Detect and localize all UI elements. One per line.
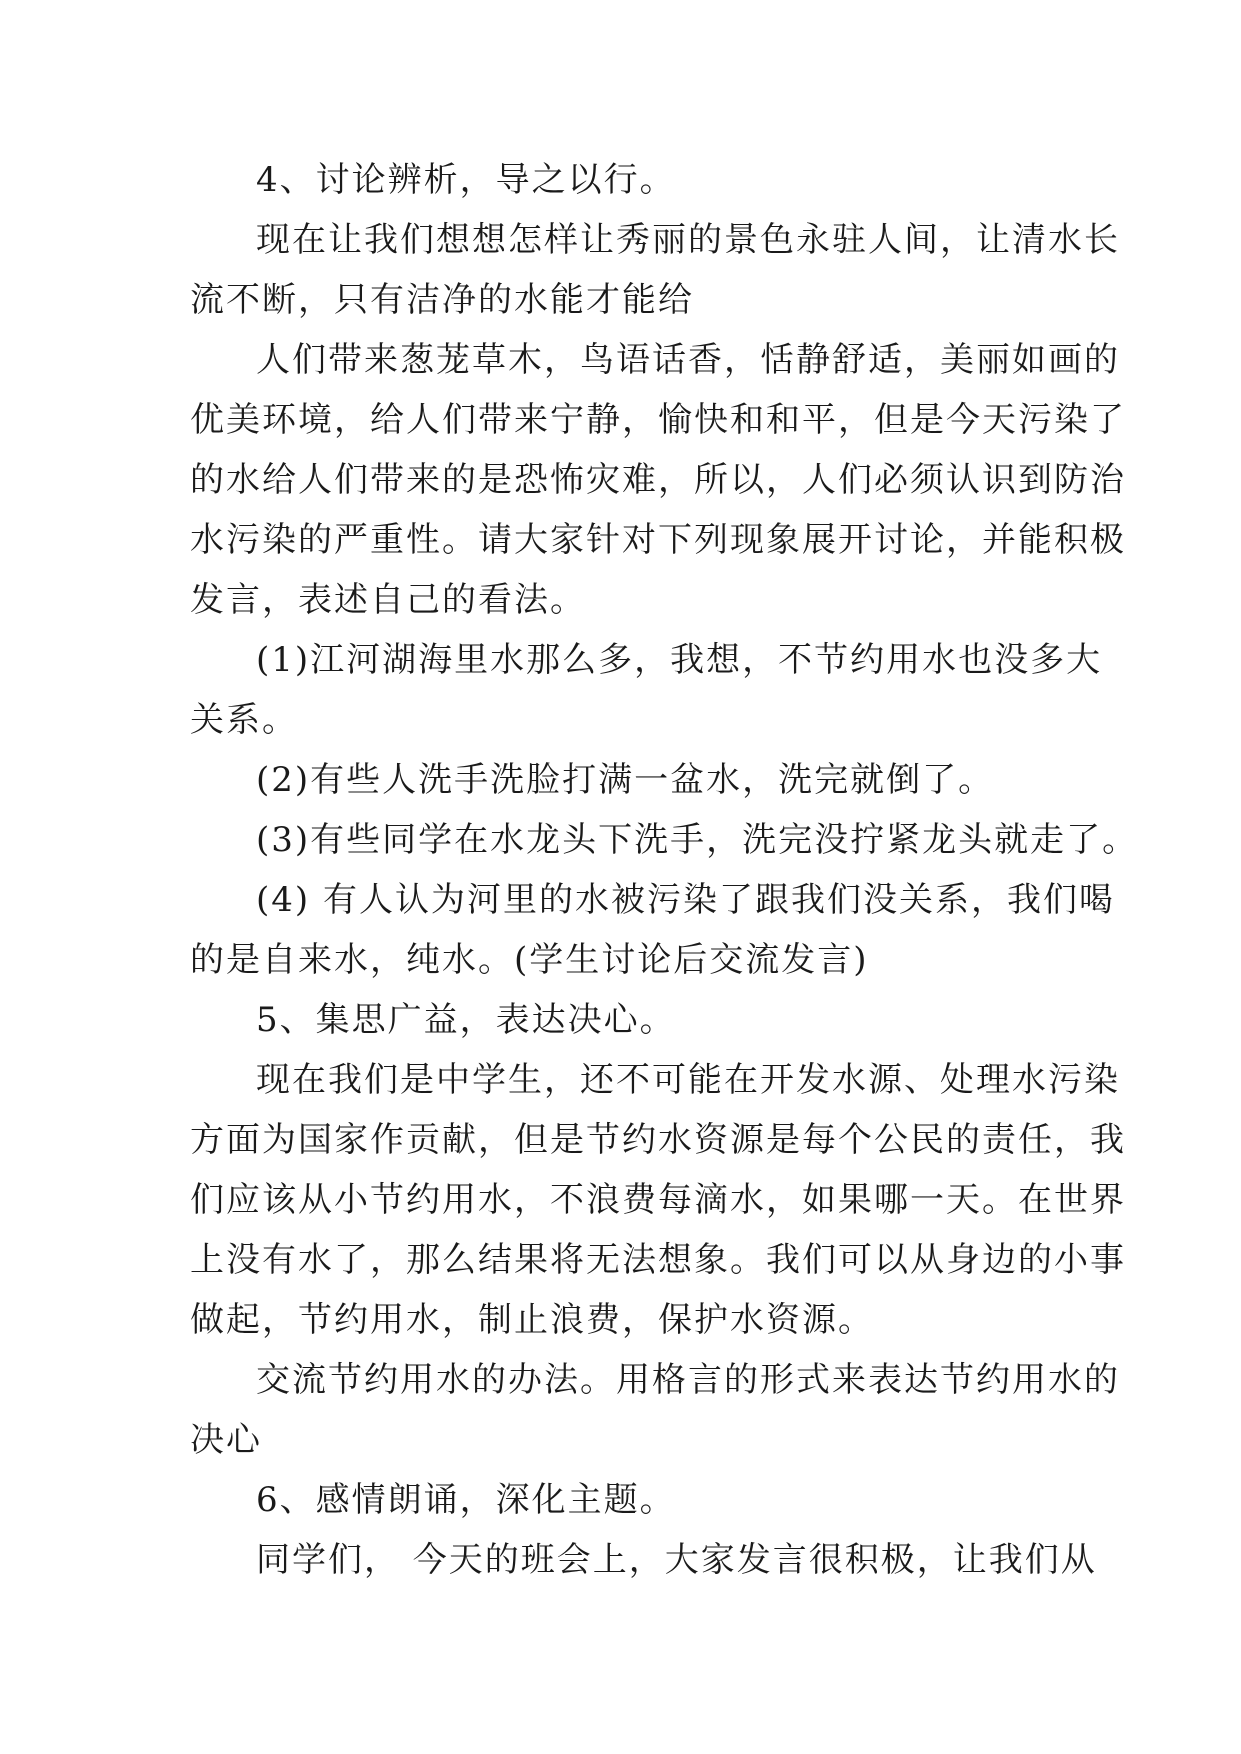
text-line: (3)有些同学在水龙头下洗手，洗完没拧紧龙头就走了。 [256, 820, 1139, 860]
text-line: (4) 有人认为河里的水被污染了跟我们没关系，我们喝 [256, 880, 1115, 920]
text-line: 流不断，只有洁净的水能才能给 [190, 280, 694, 320]
text-line: 水污染的严重性。请大家针对下列现象展开讨论，并能积极 [190, 520, 1126, 560]
text-line: 们应该从小节约用水，不浪费每滴水，如果哪一天。在世界 [190, 1180, 1126, 1220]
text-line: 关系。 [190, 700, 298, 740]
document-body [190, 150, 1139, 1590]
text-line: (2)有些人洗手洗脸打满一盆水，洗完就倒了。 [256, 760, 995, 800]
text-line: 发言，表述自己的看法。 [190, 580, 586, 620]
text-line: 现在让我们想想怎样让秀丽的景色永驻人间，让清水长 [256, 220, 1120, 260]
text-line: 做起，节约用水，制止浪费，保护水资源。 [190, 1300, 874, 1340]
text-line: 人们带来葱茏草木，鸟语话香，恬静舒适，美丽如画的 [256, 340, 1120, 380]
text-line: 的水给人们带来的是恐怖灾难，所以，人们必须认识到防治 [190, 460, 1126, 500]
text-line: 决心 [190, 1420, 262, 1460]
text-line: 现在我们是中学生，还不可能在开发水源、处理水污染 [256, 1060, 1120, 1100]
text-line: 6、感情朗诵，深化主题。 [256, 1480, 676, 1520]
text-line: 交流节约用水的办法。用格言的形式来表达节约用水的 [256, 1360, 1120, 1400]
text-line: 的是自来水，纯水。(学生讨论后交流发言) [190, 940, 869, 980]
text-line: (1)江河湖海里水那么多，我想，不节约用水也没多大 [256, 640, 1103, 680]
text-line: 4、讨论辨析，导之以行。 [256, 160, 676, 200]
text-line: 上没有水了，那么结果将无法想象。我们可以从身边的小事 [190, 1240, 1126, 1280]
text-line: 方面为国家作贡献，但是节约水资源是每个公民的责任，我 [190, 1120, 1126, 1160]
text-line: 优美环境，给人们带来宁静，愉快和和平，但是今天污染了 [190, 400, 1126, 440]
text-line: 5、集思广益，表达决心。 [256, 1000, 676, 1040]
text-line: 同学们， 今天的班会上，大家发言很积极，让我们从 [256, 1540, 1097, 1580]
